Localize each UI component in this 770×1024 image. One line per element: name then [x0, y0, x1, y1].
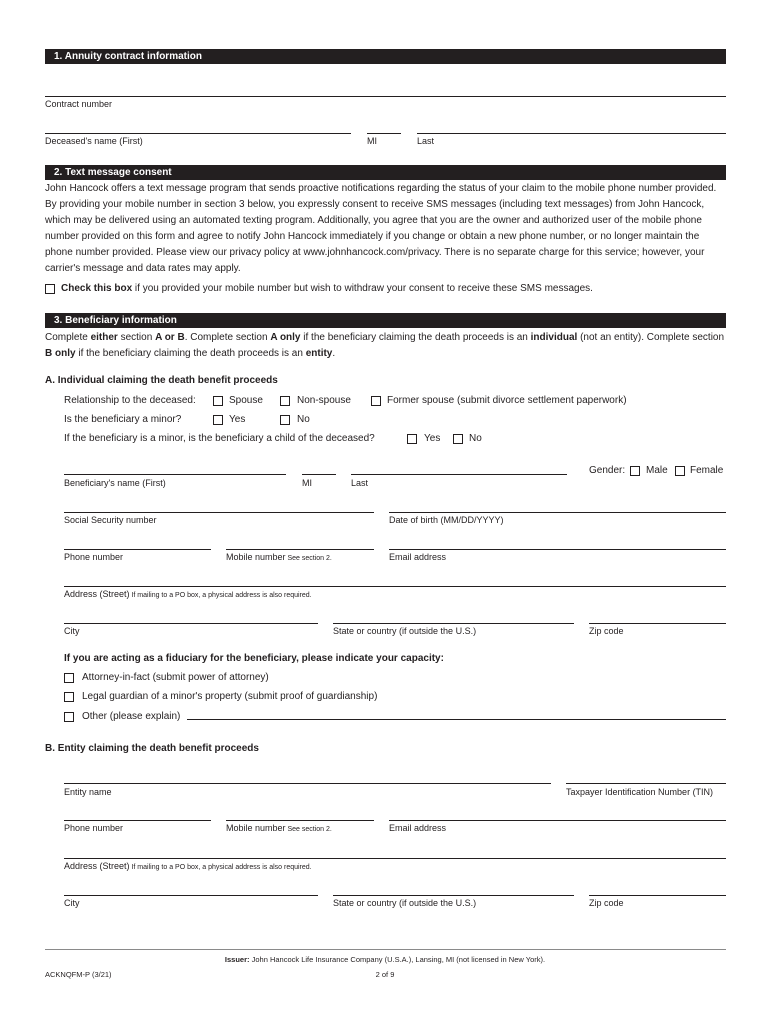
entity-address-label: [64, 861, 312, 871]
address-label-text: Address (Street): [64, 589, 130, 599]
entity-city-label: City: [64, 898, 80, 908]
state-field[interactable]: [333, 623, 574, 624]
section-a-title: A. Individual claiming the death benefit proceeds: [45, 375, 278, 386]
deceased-mi-label: MI: [367, 136, 377, 146]
deceased-first-name-field[interactable]: [45, 133, 351, 134]
entity-email-field[interactable]: [389, 820, 726, 821]
child-no-checkbox[interactable]: [453, 434, 463, 444]
withdraw-consent-checkbox[interactable]: [45, 284, 55, 294]
is-minor-label: Is the beneficiary a minor?: [64, 414, 182, 425]
former-spouse-label: Former spouse (submit divorce settlement paperwork): [387, 395, 627, 406]
zip-label: Zip code: [589, 626, 624, 636]
intro-part: section: [117, 332, 156, 343]
spouse-label: Spouse: [229, 395, 263, 406]
relationship-label: Relationship to the deceased:: [64, 395, 196, 406]
mobile-field[interactable]: [226, 549, 374, 550]
child-no-label: No: [469, 433, 482, 444]
entity-zip-label: Zip code: [589, 898, 624, 908]
other-explain-field[interactable]: [187, 719, 726, 720]
beneficiary-mi-field[interactable]: [302, 474, 336, 475]
text-consent-paragraph: John Hancock offers a text message program that sends proactive notifications regarding the status of your claim to the mobile phone number provided. By providing your mobile number in section 3 below, you expressly consent to receive SMS messages (including text messages) from John Hancock, which may be delivered using an automated texting program. Additionally, you agree that you are the owner and authorized user of the mobile phone number provided on this form and agree to notify John Hancock immediately if you change or obtain a new phone number, or no longer maintain the phone number provided. Please view our privacy policy at www.johnhancock.com/privacy. There is no separate charge for this service; however, your carrier's message and data rates may apply.: [45, 183, 717, 274]
intro-part: if the beneficiary claiming the death proceeds is an: [75, 348, 306, 359]
intro-bold: A only: [270, 332, 301, 343]
city-label: City: [64, 626, 80, 636]
address-field[interactable]: [64, 586, 726, 587]
attorney-label: Attorney-in-fact (submit power of attorney): [82, 672, 269, 683]
minor-yes-checkbox[interactable]: [213, 415, 223, 425]
section-2-title: 2. Text message consent: [54, 167, 172, 178]
ssn-field[interactable]: [64, 512, 374, 513]
spouse-checkbox[interactable]: [213, 396, 223, 406]
intro-part: if the beneficiary claiming the death proceeds is an: [300, 332, 531, 343]
beneficiary-intro: [45, 330, 727, 362]
beneficiary-first-name-field[interactable]: [64, 474, 286, 475]
minor-no-label: No: [297, 414, 310, 425]
entity-address-note: If mailing to a PO box, a physical address is also required.: [129, 864, 312, 871]
phone-label: Phone number: [64, 552, 124, 562]
entity-phone-field[interactable]: [64, 820, 211, 821]
intro-part: . Complete section: [184, 332, 271, 343]
tin-field[interactable]: [566, 783, 726, 784]
entity-name-label: Entity name: [64, 787, 112, 797]
section-2-header: [45, 165, 726, 180]
page-number: 2 of 9: [375, 970, 395, 979]
beneficiary-last-name-label: Last: [351, 478, 369, 488]
section-1-title: 1. Annuity contract information: [54, 51, 202, 62]
deceased-first-name-label: Deceased's name (First): [45, 136, 143, 146]
withdraw-consent-text: if you provided your mobile number but wish to withdraw your consent to receive these SMS messages.: [132, 283, 593, 294]
dob-label: Date of birth (MM/DD/YYYY): [389, 515, 504, 525]
intro-bold: individual: [530, 332, 578, 343]
mobile-note: See section 2.: [285, 555, 332, 562]
entity-address-label-text: Address (Street): [64, 861, 130, 871]
ssn-label: Social Security number: [64, 515, 157, 525]
beneficiary-first-name-label: Beneficiary's name (First): [64, 478, 166, 488]
entity-state-field[interactable]: [333, 895, 574, 896]
entity-zip-field[interactable]: [589, 895, 726, 896]
withdraw-consent-bold: Check this box: [61, 283, 133, 294]
guardian-label: Legal guardian of a minor's property (submit proof of guardianship): [82, 691, 378, 702]
tin-label: Taxpayer Identification Number (TIN): [566, 787, 714, 797]
entity-mobile-label-text: Mobile number: [226, 823, 286, 833]
gender-label: Gender:: [589, 465, 626, 476]
deceased-mi-field[interactable]: [367, 133, 401, 134]
contract-number-label: Contract number: [45, 99, 113, 109]
intro-bold: A or B: [155, 332, 185, 343]
intro-bold: B only: [45, 348, 76, 359]
entity-mobile-label: [226, 823, 332, 833]
entity-name-field[interactable]: [64, 783, 551, 784]
state-label: State or country (if outside the U.S.): [333, 626, 477, 636]
issuer-text: [0, 955, 770, 964]
beneficiary-last-name-field[interactable]: [351, 474, 567, 475]
guardian-checkbox[interactable]: [64, 692, 74, 702]
other-label: Other (please explain): [82, 711, 181, 722]
attorney-checkbox[interactable]: [64, 673, 74, 683]
is-child-label: If the beneficiary is a minor, is the beneficiary a child of the deceased?: [64, 433, 375, 444]
phone-field[interactable]: [64, 549, 211, 550]
address-label: [64, 589, 312, 599]
mobile-label-text: Mobile number: [226, 552, 286, 562]
child-yes-checkbox[interactable]: [407, 434, 417, 444]
fiduciary-title: If you are acting as a fiduciary for the beneficiary, please indicate your capacity:: [64, 653, 444, 664]
former-spouse-checkbox[interactable]: [371, 396, 381, 406]
section-3-header: [45, 313, 726, 328]
form-id: ACKNQFM-P (3/21): [45, 970, 112, 979]
intro-bold: entity: [305, 348, 333, 359]
deceased-last-name-label: Last: [417, 136, 435, 146]
beneficiary-mi-label: MI: [302, 478, 312, 488]
address-note: If mailing to a PO box, a physical address is also required.: [129, 592, 312, 599]
intro-part: .: [332, 348, 336, 359]
intro-part: (not an entity). Complete section: [577, 332, 725, 343]
entity-phone-label: Phone number: [64, 823, 124, 833]
issuer-rest: John Hancock Life Insurance Company (U.S.A.), Lansing, MI (not licensed in New York).: [249, 955, 546, 964]
email-label: Email address: [389, 552, 447, 562]
contract-number-field[interactable]: [45, 96, 726, 97]
entity-mobile-note: See section 2.: [285, 826, 332, 833]
entity-address-field[interactable]: [64, 858, 726, 859]
female-checkbox[interactable]: [675, 466, 685, 476]
footer-divider: [45, 949, 726, 950]
issuer-bold: Issuer:: [224, 955, 250, 964]
section-1-header: [45, 49, 726, 64]
email-field[interactable]: [389, 549, 726, 550]
minor-no-checkbox[interactable]: [280, 415, 290, 425]
dob-field[interactable]: [389, 512, 726, 513]
withdraw-consent-label: [61, 283, 593, 294]
non-spouse-checkbox[interactable]: [280, 396, 290, 406]
zip-field[interactable]: [589, 623, 726, 624]
child-yes-label: Yes: [424, 433, 441, 444]
mobile-label: [226, 552, 332, 562]
intro-bold: either: [90, 332, 118, 343]
section-b-title: B. Entity claiming the death benefit proceeds: [45, 743, 259, 754]
city-field[interactable]: [64, 623, 318, 624]
minor-yes-label: Yes: [229, 414, 246, 425]
entity-state-label: State or country (if outside the U.S.): [333, 898, 477, 908]
non-spouse-label: Non-spouse: [297, 395, 351, 406]
intro-part: Complete: [45, 332, 91, 343]
entity-mobile-field[interactable]: [226, 820, 374, 821]
other-checkbox[interactable]: [64, 712, 74, 722]
female-label: Female: [690, 465, 724, 476]
entity-city-field[interactable]: [64, 895, 318, 896]
section-3-title: 3. Beneficiary information: [54, 315, 177, 326]
male-label: Male: [646, 465, 668, 476]
entity-email-label: Email address: [389, 823, 447, 833]
deceased-last-name-field[interactable]: [417, 133, 726, 134]
male-checkbox[interactable]: [630, 466, 640, 476]
